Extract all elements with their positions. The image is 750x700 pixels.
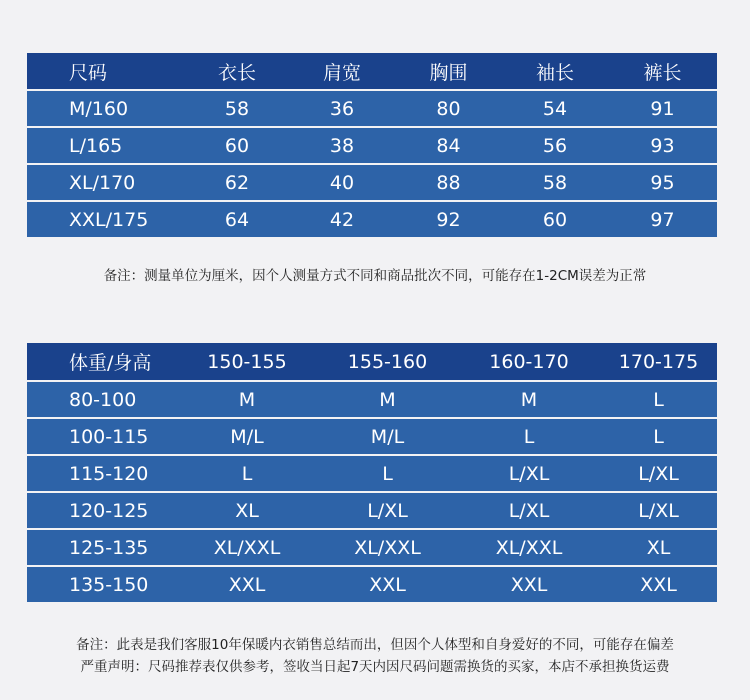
table-cell: L	[317, 456, 458, 493]
table-cell: L	[600, 382, 717, 419]
table-header-cell: 袖长	[502, 53, 608, 91]
table-cell: 100-115	[27, 419, 177, 456]
table-cell: L	[458, 419, 600, 456]
table-row	[27, 493, 717, 530]
table-cell: XXL	[600, 567, 717, 602]
table-cell: 97	[608, 202, 717, 237]
table-cell: 58	[185, 91, 289, 128]
table-cell: L/XL	[600, 456, 717, 493]
table-cell: L	[600, 419, 717, 456]
table-header-cell: 肩宽	[289, 53, 395, 91]
table-header-row	[27, 53, 717, 91]
table-header-cell: 胸围	[395, 53, 502, 91]
table-header-cell: 衣长	[185, 53, 289, 91]
table-row	[27, 202, 717, 237]
table-cell: M	[458, 382, 600, 419]
table-cell: 42	[289, 202, 395, 237]
table-row	[27, 530, 717, 567]
table-row	[27, 419, 717, 456]
table-cell: 58	[502, 165, 608, 202]
table-cell: 64	[185, 202, 289, 237]
table-cell: L/XL	[458, 493, 600, 530]
table-row	[27, 567, 717, 602]
table-cell: XXL	[317, 567, 458, 602]
table-row	[27, 165, 717, 202]
table-cell: 54	[502, 91, 608, 128]
table-row	[27, 382, 717, 419]
table-header-cell: 150-155	[177, 343, 317, 382]
table-cell: 36	[289, 91, 395, 128]
table-cell: 115-120	[27, 456, 177, 493]
table-cell: 135-150	[27, 567, 177, 602]
table-header-cell: 155-160	[317, 343, 458, 382]
table-cell: XL	[177, 493, 317, 530]
table-cell: XL/XXL	[177, 530, 317, 567]
table-header-cell: 体重/身高	[27, 343, 177, 382]
table-header-cell: 170-175	[600, 343, 717, 382]
measurement-note: 备注：测量单位为厘米，因个人测量方式不同和商品批次不同，可能存在1-2CM误差为正常	[103, 268, 647, 284]
table-cell: 92	[395, 202, 502, 237]
table-cell: M/160	[27, 91, 185, 128]
table-cell: 84	[395, 128, 502, 165]
table-cell: M	[177, 382, 317, 419]
table-header-cell: 尺码	[27, 53, 185, 91]
table-cell: 95	[608, 165, 717, 202]
table-cell: XXL	[458, 567, 600, 602]
table-cell: 125-135	[27, 530, 177, 567]
table-cell: 56	[502, 128, 608, 165]
table-cell: 80	[395, 91, 502, 128]
table-cell: 91	[608, 91, 717, 128]
table-cell: M/L	[317, 419, 458, 456]
table-cell: 40	[289, 165, 395, 202]
table-cell: L	[177, 456, 317, 493]
size-measurement-table	[27, 53, 717, 237]
table-cell: L/XL	[600, 493, 717, 530]
table-cell: M	[317, 382, 458, 419]
table-cell: 60	[502, 202, 608, 237]
table-row	[27, 456, 717, 493]
table-cell: 38	[289, 128, 395, 165]
table-row	[27, 128, 717, 165]
table-cell: 60	[185, 128, 289, 165]
disclaimer-note: 严重声明：尺码推荐表仅供参考，签收当日起7天内因尺码问题需换货的买家，本店不承担换货运费	[80, 659, 670, 675]
table-cell: 88	[395, 165, 502, 202]
table-cell: XXL/175	[27, 202, 185, 237]
table-cell: XXL	[177, 567, 317, 602]
table-cell: 80-100	[27, 382, 177, 419]
table-header-row	[27, 343, 717, 382]
table-cell: L/165	[27, 128, 185, 165]
table-cell: L/XL	[317, 493, 458, 530]
table-cell: 120-125	[27, 493, 177, 530]
table-header-cell: 160-170	[458, 343, 600, 382]
table-cell: L/XL	[458, 456, 600, 493]
table-cell: XL/XXL	[317, 530, 458, 567]
table-cell: M/L	[177, 419, 317, 456]
table-cell: 93	[608, 128, 717, 165]
table-cell: 62	[185, 165, 289, 202]
table-cell: XL	[600, 530, 717, 567]
size-recommendation-table	[27, 343, 717, 602]
table-cell: XL/170	[27, 165, 185, 202]
table-cell: XL/XXL	[458, 530, 600, 567]
recommendation-note: 备注：此表是我们客服10年保暖内衣销售总结而出，但因个人体型和自身爱好的不同，可能存在偏差	[76, 637, 674, 653]
table-row	[27, 91, 717, 128]
table-header-cell: 裤长	[608, 53, 717, 91]
